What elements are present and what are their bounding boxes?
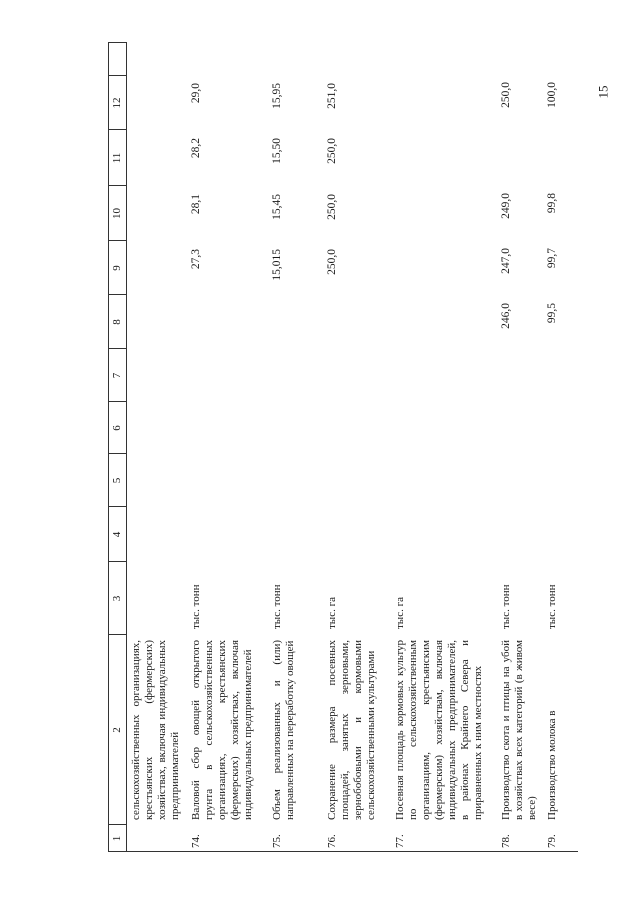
- row-name: Производство молока в: [546, 710, 558, 820]
- row-unit: тыс. га: [394, 597, 406, 629]
- page-number: 15: [595, 85, 611, 99]
- column-header: 1: [111, 835, 123, 842]
- cell-col11: 28,2: [190, 138, 202, 159]
- column-header: 2: [111, 727, 123, 733]
- row-unit: тыс. га: [326, 597, 338, 629]
- cell-col10: 250,0: [326, 194, 338, 220]
- cell-col12: 29,0: [190, 83, 202, 104]
- row-name: сельскохозяйственных организациях, крестьянских (фермерских) хозяйствах, включая индивидуальных предпринимателей: [130, 640, 181, 820]
- rotated-table: [108, 42, 578, 852]
- row-number: 79.: [546, 834, 558, 848]
- column-header: 12: [111, 97, 123, 109]
- row-name: Валовой сбор овощей открытого грунта в сельскохозяйственных организациях, крестьянских (фермерских) хозяйствах, включая индивидуальных предпринимателей: [190, 640, 254, 820]
- row-name: Производство скота и птицы на убой в хозяйствах всех категорий (в живом весе): [500, 640, 538, 820]
- grid-line: [108, 42, 126, 43]
- cell-col9: 15,015: [271, 249, 283, 281]
- column-header: 7: [111, 372, 123, 379]
- row-unit: тыс. тонн: [546, 584, 558, 629]
- cell-col12: 15,95: [271, 83, 283, 109]
- cell-col10: 247,0: [500, 248, 512, 274]
- row-unit: тыс. тонн: [190, 584, 202, 629]
- row-name: Объем реализованных и (или) направленных на переработку овощей: [271, 640, 296, 820]
- row-number: 78.: [500, 834, 512, 848]
- cell-col10: 15,45: [271, 194, 283, 220]
- row-name: Посевная площадь кормовых культур по сельскохозяйственным организациям, крестьянским (фермерским) хозяйствам, включая индивидуальных предпринимателей, в районах Крайнего Севера и приравненных к ним местностях: [394, 640, 484, 820]
- row-unit: тыс. тонн: [271, 584, 283, 629]
- row-number: 77.: [394, 834, 406, 848]
- cell-col12: 251,0: [326, 83, 338, 109]
- cell-col11: 250,0: [326, 138, 338, 164]
- column-header: 3: [111, 595, 123, 602]
- column-header: 9: [111, 265, 123, 271]
- cell-col9: 99,5: [546, 303, 558, 324]
- cell-col9: 27,3: [190, 249, 202, 270]
- cell-col11: 15,50: [271, 138, 283, 164]
- column-header: 8: [111, 319, 123, 325]
- cell-col10: 28,1: [190, 194, 202, 215]
- cell-col12: 100,0: [546, 82, 558, 108]
- row-number: 75.: [271, 834, 283, 848]
- row-unit: тыс. тонн: [500, 584, 512, 629]
- cell-col11: 249,0: [500, 193, 512, 219]
- row-name: Сохранение размера посевных площадей, занятых зерновыми, зернобобовыми и кормовыми сельскохозяйственными культурами: [326, 640, 377, 820]
- cell-col10: 99,7: [546, 248, 558, 269]
- column-header: 4: [111, 531, 123, 538]
- cell-col9: 250,0: [326, 249, 338, 275]
- column-header: 11: [111, 152, 123, 164]
- grid-line: [126, 42, 127, 852]
- row-number: 76.: [326, 834, 338, 848]
- cell-col11: 99,8: [546, 193, 558, 214]
- cell-col12: 250,0: [500, 82, 512, 108]
- column-header: 6: [111, 425, 123, 431]
- column-header: 10: [111, 208, 123, 219]
- column-header: 5: [111, 477, 123, 484]
- grid-line: [108, 851, 578, 852]
- cell-col9: 246,0: [500, 303, 512, 329]
- row-number: 74.: [190, 834, 202, 848]
